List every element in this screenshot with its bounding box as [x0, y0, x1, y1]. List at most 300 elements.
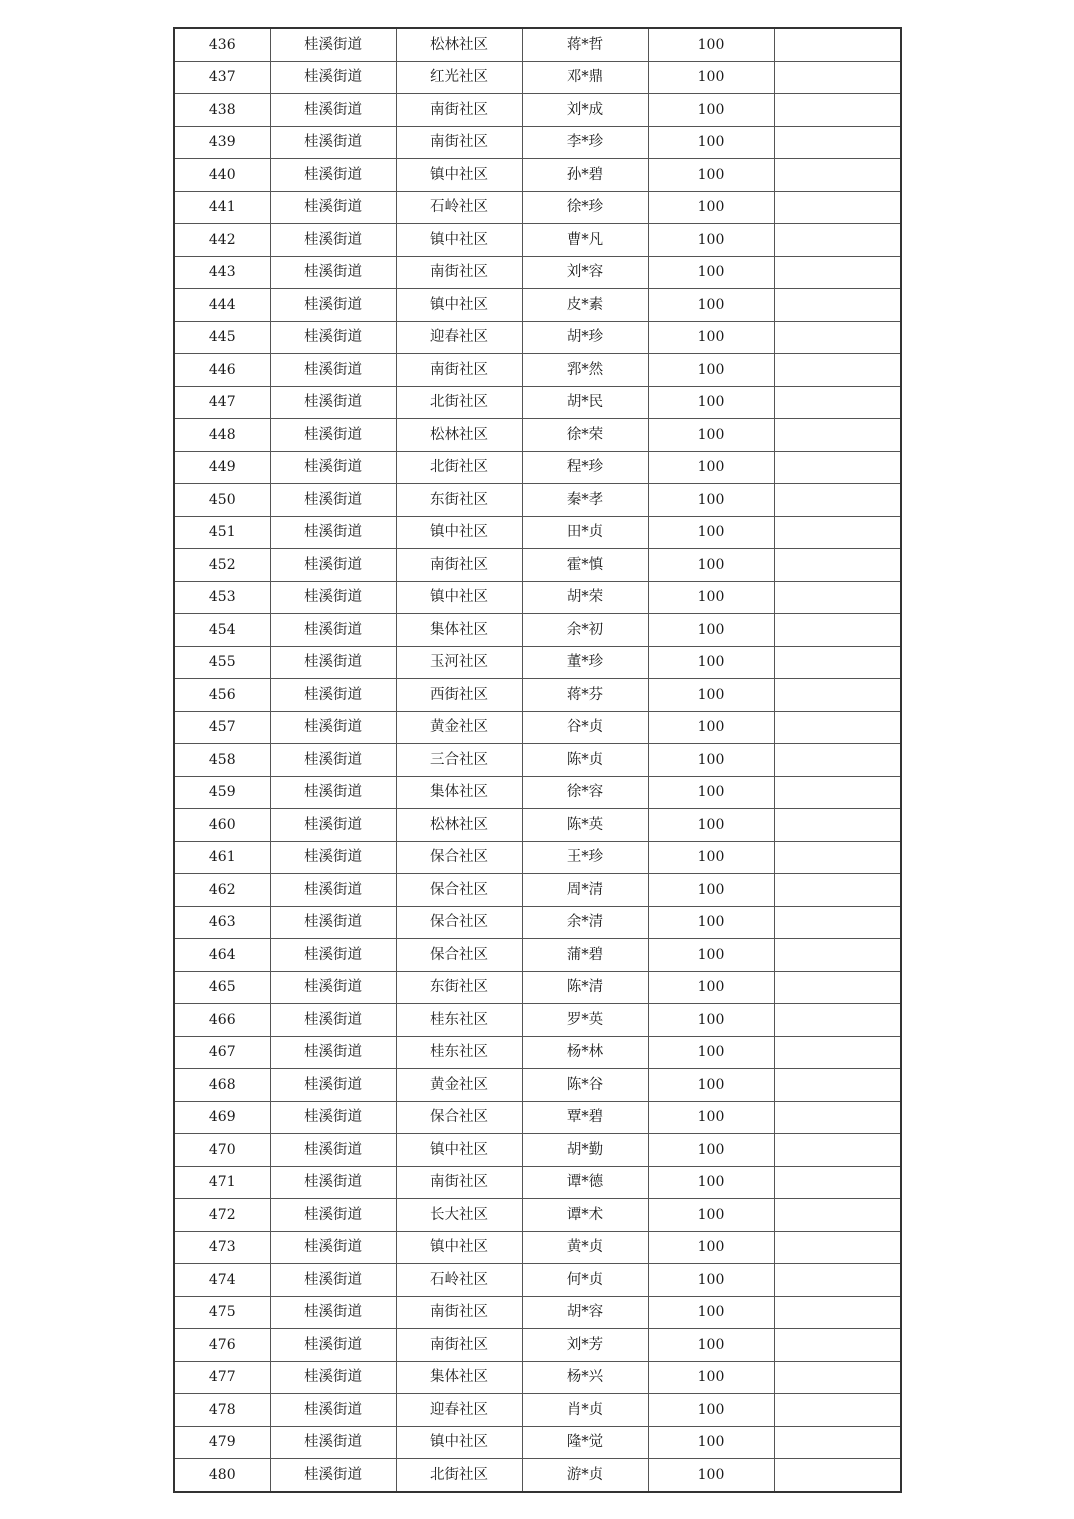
community-cell: 镇中社区 — [396, 1426, 522, 1459]
remark-cell — [774, 1459, 901, 1492]
community-cell: 松林社区 — [396, 28, 522, 61]
community-cell: 东街社区 — [396, 971, 522, 1004]
remark-cell — [774, 1036, 901, 1069]
row-number-cell: 462 — [174, 874, 270, 907]
amount-cell: 100 — [648, 354, 774, 387]
row-number-cell: 451 — [174, 516, 270, 549]
row-number-cell: 456 — [174, 679, 270, 712]
name-cell: 何*贞 — [522, 1264, 648, 1297]
community-cell: 南街社区 — [396, 126, 522, 159]
street-cell: 桂溪街道 — [270, 1394, 396, 1427]
street-cell: 桂溪街道 — [270, 419, 396, 452]
row-number-cell: 439 — [174, 126, 270, 159]
amount-cell: 100 — [648, 809, 774, 842]
amount-cell: 100 — [648, 1459, 774, 1492]
remark-cell — [774, 939, 901, 972]
amount-cell: 100 — [648, 484, 774, 517]
name-cell: 余*清 — [522, 906, 648, 939]
row-number-cell: 477 — [174, 1361, 270, 1394]
name-cell: 游*贞 — [522, 1459, 648, 1492]
remark-cell — [774, 906, 901, 939]
row-number-cell: 447 — [174, 386, 270, 419]
street-cell: 桂溪街道 — [270, 939, 396, 972]
street-cell: 桂溪街道 — [270, 1134, 396, 1167]
row-number-cell: 458 — [174, 744, 270, 777]
street-cell: 桂溪街道 — [270, 289, 396, 322]
row-number-cell: 448 — [174, 419, 270, 452]
street-cell: 桂溪街道 — [270, 1459, 396, 1492]
amount-cell: 100 — [648, 126, 774, 159]
community-cell: 黄金社区 — [396, 711, 522, 744]
street-cell: 桂溪街道 — [270, 451, 396, 484]
remark-cell — [774, 1296, 901, 1329]
row-number-cell: 455 — [174, 646, 270, 679]
street-cell: 桂溪街道 — [270, 1361, 396, 1394]
remark-cell — [774, 224, 901, 257]
community-cell: 南街社区 — [396, 94, 522, 127]
community-cell: 松林社区 — [396, 809, 522, 842]
amount-cell: 100 — [648, 516, 774, 549]
name-cell: 肖*贞 — [522, 1394, 648, 1427]
street-cell: 桂溪街道 — [270, 256, 396, 289]
name-cell: 谭*术 — [522, 1199, 648, 1232]
row-number-cell: 471 — [174, 1166, 270, 1199]
street-cell: 桂溪街道 — [270, 646, 396, 679]
name-cell: 蒲*碧 — [522, 939, 648, 972]
amount-cell: 100 — [648, 971, 774, 1004]
community-cell: 玉河社区 — [396, 646, 522, 679]
row-number-cell: 436 — [174, 28, 270, 61]
community-cell: 集体社区 — [396, 614, 522, 647]
table-row — [174, 874, 901, 907]
amount-cell: 100 — [648, 549, 774, 582]
remark-cell — [774, 256, 901, 289]
amount-cell: 100 — [648, 191, 774, 224]
table-row — [174, 1296, 901, 1329]
row-number-cell: 460 — [174, 809, 270, 842]
table-row — [174, 1134, 901, 1167]
street-cell: 桂溪街道 — [270, 1036, 396, 1069]
street-cell: 桂溪街道 — [270, 1101, 396, 1134]
row-number-cell: 438 — [174, 94, 270, 127]
community-cell: 长大社区 — [396, 1199, 522, 1232]
name-cell: 陈*贞 — [522, 744, 648, 777]
name-cell: 杨*兴 — [522, 1361, 648, 1394]
community-cell: 南街社区 — [396, 354, 522, 387]
row-number-cell: 470 — [174, 1134, 270, 1167]
name-cell: 田*贞 — [522, 516, 648, 549]
name-cell: 皮*素 — [522, 289, 648, 322]
row-number-cell: 459 — [174, 776, 270, 809]
community-cell: 镇中社区 — [396, 516, 522, 549]
row-number-cell: 440 — [174, 159, 270, 192]
amount-cell: 100 — [648, 1264, 774, 1297]
amount-cell: 100 — [648, 289, 774, 322]
street-cell: 桂溪街道 — [270, 711, 396, 744]
community-cell: 镇中社区 — [396, 1231, 522, 1264]
amount-cell: 100 — [648, 386, 774, 419]
remark-cell — [774, 1069, 901, 1102]
table-row — [174, 549, 901, 582]
remark-cell — [774, 94, 901, 127]
remark-cell — [774, 776, 901, 809]
table-row — [174, 224, 901, 257]
remark-cell — [774, 419, 901, 452]
table-row — [174, 971, 901, 1004]
table-row — [174, 28, 901, 61]
street-cell: 桂溪街道 — [270, 1231, 396, 1264]
street-cell: 桂溪街道 — [270, 224, 396, 257]
remark-cell — [774, 28, 901, 61]
name-cell: 徐*荣 — [522, 419, 648, 452]
name-cell: 程*珍 — [522, 451, 648, 484]
remark-cell — [774, 191, 901, 224]
row-number-cell: 474 — [174, 1264, 270, 1297]
amount-cell: 100 — [648, 646, 774, 679]
amount-cell: 100 — [648, 1199, 774, 1232]
row-number-cell: 437 — [174, 61, 270, 94]
table-row — [174, 1036, 901, 1069]
community-cell: 桂东社区 — [396, 1004, 522, 1037]
table-row — [174, 61, 901, 94]
name-cell: 秦*孝 — [522, 484, 648, 517]
amount-cell: 100 — [648, 679, 774, 712]
table-row — [174, 581, 901, 614]
row-number-cell: 480 — [174, 1459, 270, 1492]
name-cell: 胡*珍 — [522, 321, 648, 354]
street-cell: 桂溪街道 — [270, 1296, 396, 1329]
remark-cell — [774, 159, 901, 192]
amount-cell: 100 — [648, 1426, 774, 1459]
remark-cell — [774, 126, 901, 159]
table-row — [174, 939, 901, 972]
row-number-cell: 475 — [174, 1296, 270, 1329]
row-number-cell: 473 — [174, 1231, 270, 1264]
row-number-cell: 445 — [174, 321, 270, 354]
row-number-cell: 464 — [174, 939, 270, 972]
street-cell: 桂溪街道 — [270, 581, 396, 614]
amount-cell: 100 — [648, 744, 774, 777]
community-cell: 镇中社区 — [396, 1134, 522, 1167]
amount-cell: 100 — [648, 321, 774, 354]
remark-cell — [774, 1329, 901, 1362]
community-cell: 西街社区 — [396, 679, 522, 712]
table-row — [174, 191, 901, 224]
street-cell: 桂溪街道 — [270, 126, 396, 159]
name-cell: 郛*然 — [522, 354, 648, 387]
remark-cell — [774, 289, 901, 322]
street-cell: 桂溪街道 — [270, 1426, 396, 1459]
amount-cell: 100 — [648, 1069, 774, 1102]
table-row — [174, 614, 901, 647]
street-cell: 桂溪街道 — [270, 874, 396, 907]
community-cell: 镇中社区 — [396, 159, 522, 192]
table-row — [174, 1101, 901, 1134]
remark-cell — [774, 1166, 901, 1199]
amount-cell: 100 — [648, 614, 774, 647]
row-number-cell: 472 — [174, 1199, 270, 1232]
row-number-cell: 449 — [174, 451, 270, 484]
name-cell: 蒋*芬 — [522, 679, 648, 712]
community-cell: 东街社区 — [396, 484, 522, 517]
table-row — [174, 516, 901, 549]
street-cell: 桂溪街道 — [270, 61, 396, 94]
street-cell: 桂溪街道 — [270, 776, 396, 809]
street-cell: 桂溪街道 — [270, 614, 396, 647]
row-number-cell: 476 — [174, 1329, 270, 1362]
table-row — [174, 679, 901, 712]
remark-cell — [774, 1264, 901, 1297]
name-cell: 罗*英 — [522, 1004, 648, 1037]
community-cell: 保合社区 — [396, 906, 522, 939]
row-number-cell: 443 — [174, 256, 270, 289]
table-row — [174, 386, 901, 419]
community-cell: 保合社区 — [396, 939, 522, 972]
name-cell: 李*珍 — [522, 126, 648, 159]
street-cell: 桂溪街道 — [270, 906, 396, 939]
name-cell: 王*珍 — [522, 841, 648, 874]
name-cell: 黄*贞 — [522, 1231, 648, 1264]
community-cell: 北街社区 — [396, 1459, 522, 1492]
table-row — [174, 841, 901, 874]
name-cell: 胡*容 — [522, 1296, 648, 1329]
street-cell: 桂溪街道 — [270, 386, 396, 419]
amount-cell: 100 — [648, 1036, 774, 1069]
community-cell: 镇中社区 — [396, 224, 522, 257]
community-cell: 迎春社区 — [396, 1394, 522, 1427]
community-cell: 集体社区 — [396, 1361, 522, 1394]
row-number-cell: 450 — [174, 484, 270, 517]
amount-cell: 100 — [648, 256, 774, 289]
community-cell: 南街社区 — [396, 1329, 522, 1362]
street-cell: 桂溪街道 — [270, 679, 396, 712]
table-row — [174, 484, 901, 517]
table-row — [174, 1459, 901, 1492]
table-row — [174, 1264, 901, 1297]
remark-cell — [774, 1361, 901, 1394]
table-row — [174, 809, 901, 842]
street-cell: 桂溪街道 — [270, 1199, 396, 1232]
amount-cell: 100 — [648, 841, 774, 874]
table-row — [174, 1426, 901, 1459]
remark-cell — [774, 614, 901, 647]
table-row — [174, 159, 901, 192]
name-cell: 陈*谷 — [522, 1069, 648, 1102]
community-cell: 红光社区 — [396, 61, 522, 94]
name-cell: 邓*鼎 — [522, 61, 648, 94]
remark-cell — [774, 971, 901, 1004]
name-cell: 徐*珍 — [522, 191, 648, 224]
street-cell: 桂溪街道 — [270, 1264, 396, 1297]
community-cell: 北街社区 — [396, 451, 522, 484]
name-cell: 胡*民 — [522, 386, 648, 419]
remark-cell — [774, 516, 901, 549]
table-row — [174, 94, 901, 127]
street-cell: 桂溪街道 — [270, 1329, 396, 1362]
table-row — [174, 1394, 901, 1427]
amount-cell: 100 — [648, 776, 774, 809]
street-cell: 桂溪街道 — [270, 484, 396, 517]
table-row — [174, 256, 901, 289]
remark-cell — [774, 321, 901, 354]
table-body — [174, 28, 901, 1492]
name-cell: 刘*成 — [522, 94, 648, 127]
remark-cell — [774, 1394, 901, 1427]
community-cell: 保合社区 — [396, 1101, 522, 1134]
amount-cell: 100 — [648, 711, 774, 744]
community-cell: 南街社区 — [396, 1296, 522, 1329]
row-number-cell: 457 — [174, 711, 270, 744]
name-cell: 周*清 — [522, 874, 648, 907]
amount-cell: 100 — [648, 61, 774, 94]
street-cell: 桂溪街道 — [270, 159, 396, 192]
amount-cell: 100 — [648, 159, 774, 192]
name-cell: 陈*清 — [522, 971, 648, 1004]
community-cell: 南街社区 — [396, 549, 522, 582]
row-number-cell: 463 — [174, 906, 270, 939]
table-row — [174, 1166, 901, 1199]
table-row — [174, 646, 901, 679]
amount-cell: 100 — [648, 1329, 774, 1362]
amount-cell: 100 — [648, 1296, 774, 1329]
street-cell: 桂溪街道 — [270, 1166, 396, 1199]
name-cell: 孙*碧 — [522, 159, 648, 192]
street-cell: 桂溪街道 — [270, 841, 396, 874]
row-number-cell: 465 — [174, 971, 270, 1004]
name-cell: 陈*英 — [522, 809, 648, 842]
table-row — [174, 126, 901, 159]
amount-cell: 100 — [648, 224, 774, 257]
name-cell: 刘*容 — [522, 256, 648, 289]
community-cell: 黄金社区 — [396, 1069, 522, 1102]
community-cell: 桂东社区 — [396, 1036, 522, 1069]
remark-cell — [774, 874, 901, 907]
name-cell: 隆*觉 — [522, 1426, 648, 1459]
street-cell: 桂溪街道 — [270, 28, 396, 61]
row-number-cell: 441 — [174, 191, 270, 224]
amount-cell: 100 — [648, 451, 774, 484]
amount-cell: 100 — [648, 1361, 774, 1394]
table-row — [174, 1004, 901, 1037]
name-cell: 覃*碧 — [522, 1101, 648, 1134]
community-cell: 镇中社区 — [396, 289, 522, 322]
amount-cell: 100 — [648, 1231, 774, 1264]
table-row — [174, 289, 901, 322]
community-cell: 石岭社区 — [396, 191, 522, 224]
amount-cell: 100 — [648, 1101, 774, 1134]
table-row — [174, 1329, 901, 1362]
community-cell: 松林社区 — [396, 419, 522, 452]
table-row — [174, 451, 901, 484]
table-row — [174, 744, 901, 777]
row-number-cell: 478 — [174, 1394, 270, 1427]
name-cell: 胡*荣 — [522, 581, 648, 614]
community-cell: 南街社区 — [396, 1166, 522, 1199]
name-cell: 谭*德 — [522, 1166, 648, 1199]
name-cell: 胡*勤 — [522, 1134, 648, 1167]
street-cell: 桂溪街道 — [270, 549, 396, 582]
row-number-cell: 461 — [174, 841, 270, 874]
amount-cell: 100 — [648, 874, 774, 907]
remark-cell — [774, 1231, 901, 1264]
amount-cell: 100 — [648, 939, 774, 972]
amount-cell: 100 — [648, 1166, 774, 1199]
recipient-table — [173, 27, 902, 1493]
row-number-cell: 468 — [174, 1069, 270, 1102]
community-cell: 三合社区 — [396, 744, 522, 777]
table-row — [174, 321, 901, 354]
remark-cell — [774, 1134, 901, 1167]
street-cell: 桂溪街道 — [270, 744, 396, 777]
table-row — [174, 1231, 901, 1264]
remark-cell — [774, 679, 901, 712]
name-cell: 徐*容 — [522, 776, 648, 809]
name-cell: 谷*贞 — [522, 711, 648, 744]
row-number-cell: 469 — [174, 1101, 270, 1134]
remark-cell — [774, 744, 901, 777]
table-row — [174, 1069, 901, 1102]
table-row — [174, 419, 901, 452]
row-number-cell: 453 — [174, 581, 270, 614]
amount-cell: 100 — [648, 1134, 774, 1167]
amount-cell: 100 — [648, 1394, 774, 1427]
row-number-cell: 466 — [174, 1004, 270, 1037]
remark-cell — [774, 711, 901, 744]
table-row — [174, 711, 901, 744]
community-cell: 保合社区 — [396, 874, 522, 907]
remark-cell — [774, 581, 901, 614]
amount-cell: 100 — [648, 28, 774, 61]
table-row — [174, 1199, 901, 1232]
remark-cell — [774, 61, 901, 94]
remark-cell — [774, 1426, 901, 1459]
amount-cell: 100 — [648, 581, 774, 614]
name-cell: 董*珍 — [522, 646, 648, 679]
remark-cell — [774, 1199, 901, 1232]
name-cell: 霍*慎 — [522, 549, 648, 582]
table-row — [174, 354, 901, 387]
remark-cell — [774, 1004, 901, 1037]
name-cell: 蒋*哲 — [522, 28, 648, 61]
row-number-cell: 444 — [174, 289, 270, 322]
remark-cell — [774, 354, 901, 387]
community-cell: 集体社区 — [396, 776, 522, 809]
remark-cell — [774, 386, 901, 419]
community-cell: 迎春社区 — [396, 321, 522, 354]
name-cell: 杨*林 — [522, 1036, 648, 1069]
name-cell: 刘*芳 — [522, 1329, 648, 1362]
amount-cell: 100 — [648, 94, 774, 127]
community-cell: 南街社区 — [396, 256, 522, 289]
remark-cell — [774, 809, 901, 842]
street-cell: 桂溪街道 — [270, 321, 396, 354]
amount-cell: 100 — [648, 906, 774, 939]
remark-cell — [774, 484, 901, 517]
street-cell: 桂溪街道 — [270, 354, 396, 387]
amount-cell: 100 — [648, 1004, 774, 1037]
row-number-cell: 467 — [174, 1036, 270, 1069]
community-cell: 保合社区 — [396, 841, 522, 874]
remark-cell — [774, 646, 901, 679]
name-cell: 曹*凡 — [522, 224, 648, 257]
community-cell: 镇中社区 — [396, 581, 522, 614]
row-number-cell: 452 — [174, 549, 270, 582]
community-cell: 石岭社区 — [396, 1264, 522, 1297]
amount-cell: 100 — [648, 419, 774, 452]
row-number-cell: 446 — [174, 354, 270, 387]
table-row — [174, 906, 901, 939]
community-cell: 北街社区 — [396, 386, 522, 419]
